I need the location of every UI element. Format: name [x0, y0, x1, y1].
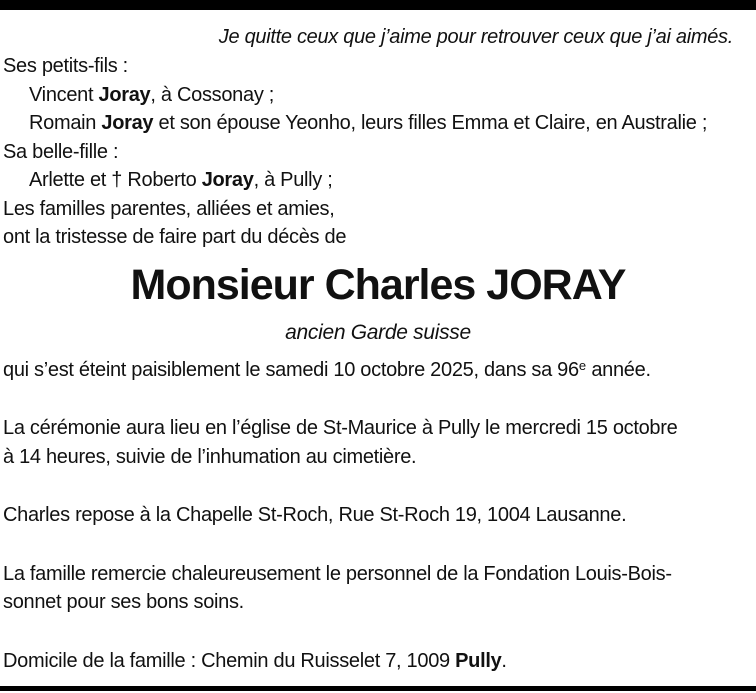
text-line [3, 560, 753, 589]
text-line [3, 647, 753, 676]
text-line [3, 52, 753, 81]
text-run: ancien Garde suisse [285, 320, 471, 344]
bold-text-run: Pully [455, 649, 502, 672]
bold-text-run: Joray [201, 169, 254, 191]
deceased-name [3, 254, 753, 316]
text-run: , à Pully ; [253, 169, 333, 191]
text-line [3, 588, 753, 617]
text-run: année. [586, 358, 651, 381]
text-line [3, 223, 753, 252]
text-line [3, 356, 753, 385]
spacer [3, 617, 753, 647]
bold-text-run: Joray [98, 83, 151, 106]
text-run: Arlette et † Roberto [29, 169, 202, 191]
text-run: à 14 heures, suivie de l’inhumation au cimetière. [3, 445, 417, 468]
text-run: Les familles parentes, alliées et amies, [3, 197, 335, 220]
epigraph-line [3, 22, 753, 52]
bottom-border [0, 686, 756, 691]
text-run: ont la tristesse de faire part du décès de [3, 226, 347, 248]
text-run: Charles repose à la Chapelle St-Roch, Rue St-Roch 19, 1004 Lausanne. [3, 504, 627, 526]
bold-text-run: Joray [101, 112, 154, 134]
text-line [3, 138, 753, 167]
text-run: Vincent [29, 83, 99, 106]
text-line [3, 166, 753, 195]
spacer [3, 530, 753, 560]
text-run: sonnet pour ses bons soins. [3, 591, 244, 613]
text-line [3, 81, 753, 110]
spacer [3, 384, 753, 414]
text-run: , à Cossonay ; [150, 83, 275, 106]
text-run: Romain [29, 112, 102, 134]
text-line [3, 195, 753, 224]
text-run: Je quitte ceux que j’aime pour retrouver ceux que j’ai aimés. [218, 26, 733, 48]
text-run: La cérémonie aura lieu en l’église de St-Maurice à Pully le mercredi 15 octobre [3, 417, 678, 439]
text-line [3, 501, 753, 530]
notice-body [0, 10, 756, 675]
spacer [3, 471, 753, 501]
text-run: La famille remercie chaleureusement le personnel de la Fondation Louis-Bois- [3, 562, 672, 585]
text-run: . [501, 649, 507, 672]
text-run: Monsieur Charles JORAY [130, 260, 626, 309]
deceased-role [3, 316, 753, 350]
text-run: et son épouse Yeonho, leurs filles Emma et Claire, en Australie ; [153, 112, 708, 134]
superscript-run: e [578, 357, 587, 373]
top-border [0, 0, 756, 10]
text-run: Sa belle-fille : [3, 140, 119, 163]
text-line [3, 414, 753, 443]
text-run: qui s’est éteint paisiblement le samedi 10 octobre 2025, dans sa 96 [3, 358, 579, 381]
text-run: Domicile de la famille : Chemin du Ruisselet 7, 1009 [3, 649, 456, 672]
text-line [3, 109, 753, 138]
text-line [3, 443, 753, 472]
text-run: Ses petits-fils : [3, 55, 128, 77]
